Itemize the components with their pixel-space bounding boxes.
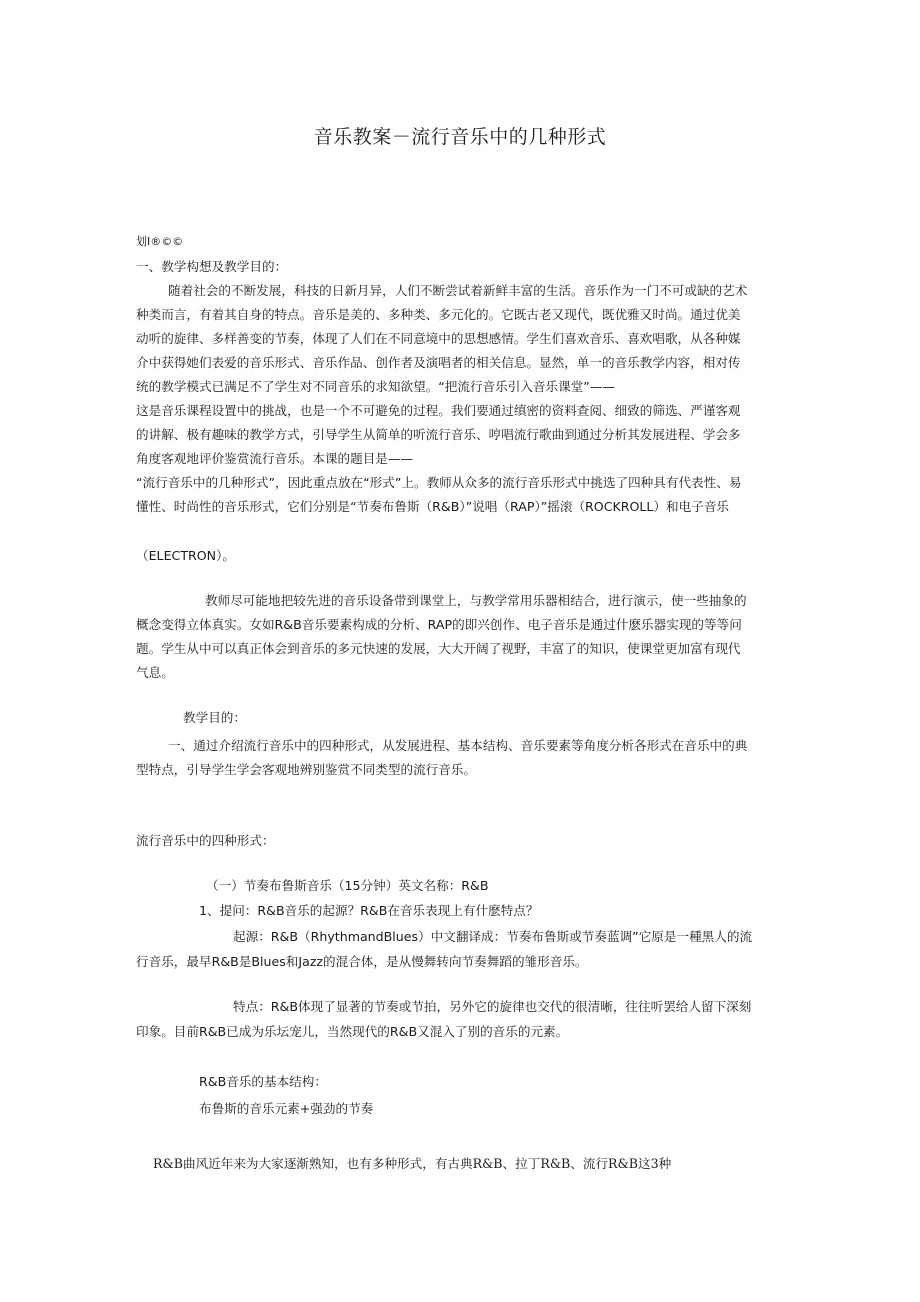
paragraph-line: 起源：R&B（RhythmandBlues）中文翻译成：节奏布鲁斯或节奏蓝调”它原是一種黑人的流 [233, 929, 753, 944]
paragraph-line: 行音乐，最早R&B是Blues和Jazz的混合体，是从慢舞转向节奏舞蹈的雏形音乐。 [136, 954, 588, 969]
paragraph-line: 布鲁斯的音乐元素+强劲的节奏 [199, 1101, 374, 1116]
paragraph-line: 的讲解、极有趣味的教学方式，引导学生从简单的听流行音乐、哼唱流行歌曲到通过分析其发展进程、学会多 [136, 427, 741, 442]
paragraph-line: 种类而言，有着其自身的特点。音乐是美的、多种类、多元化的。它既古老又现代，既优雅又时尚。通过优美 [136, 307, 741, 322]
paragraph-line: 教师尽可能地把较先进的音乐设备带到课堂上，与教学常用乐器相结合，进行演示，使一些抽象的 [205, 593, 747, 608]
paragraph-line: 题。学生从中可以真正体会到音乐的多元快速的发展，大大开阔了视野，丰富了的知识，使课堂更加富有现代 [136, 641, 741, 656]
paragraph-line: 这是音乐课程设置中的挑战，也是一个不可避免的过程。我们要通过缜密的资料查阅、细致的筛选、严谨客观 [136, 403, 741, 418]
paragraph-line: 介中获得她们表爱的音乐形式、音乐作品、创作者及演唱者的相关信息。显然，单一的音乐教学内容，相对传 [136, 355, 741, 370]
paragraph-line: 动听的旋律、多样善变的节奏，体现了人们在不同意境中的思想感情。学生们喜欢音乐、喜欢唱歌，从各种媒 [136, 331, 741, 346]
paragraph-line: 概念变得立体真实。女如R&B音乐要素构成的分析、RAP的即兴创作、电子音乐是通过什麽乐器实现的等等问 [136, 617, 742, 632]
paragraph-line: 气息。 [136, 665, 174, 680]
paragraph-line: （ELECTRON）。 [136, 548, 235, 563]
section-heading: 一、教学构想及教学目的： [136, 259, 288, 274]
section-heading: 流行音乐中的四种形式： [136, 833, 275, 848]
paragraph-line: 角度客观地评价鉴赏流行音乐。本课的题目是—— [136, 451, 414, 466]
question-line: 1、提问：R&B音乐的起源？R&B在音乐表现上有什麽特点？ [199, 903, 539, 918]
subheading: 教学目的： [183, 710, 246, 725]
paragraph-line: 印象。目前R&B已成为乐坛宠儿，当然现代的R&B又混入了别的音乐的元素。 [136, 1024, 569, 1039]
paragraph-line: 型特点，引导学生学会客观地辨别鉴赏不同类型的流行音乐。 [136, 762, 477, 777]
paragraph-line: 特点：R&B体现了显著的节奏或节拍，另外它的旋律也交代的很清晰，往往听罢给人留下深刻 [233, 999, 752, 1014]
paragraph-line: 随着社会的不断发展，科技的日新月异，人们不断尝试着新鲜丰富的生活。音乐作为一门不可或缺的艺术 [168, 283, 748, 298]
header-mark: 划I®©© [136, 235, 184, 248]
paragraph-line: 懂性、时尚性的音乐形式，它们分别是“节奏布鲁斯（R&B）”说唱（RAP）”摇滚（ROCKROLL）和电子音乐 [136, 499, 730, 514]
paragraph-line: R&B曲风近年来为大家逐渐熟知，也有多种形式，有古典R&B、拉丁R&B、流行R&B这3种 [153, 1156, 672, 1171]
subheading: R&B音乐的基本结构： [199, 1074, 327, 1089]
page-title: 音乐教案－流行音乐中的几种形式 [313, 126, 607, 148]
paragraph-line: 统的教学模式已满足不了学生对不同音乐的求知欲望。“把流行音乐引入音乐课堂”—— [136, 379, 616, 394]
paragraph-line: 一、通过介绍流行音乐中的四种形式，从发展进程、基本结构、音乐要素等角度分析各形式在音乐中的典 [168, 738, 748, 753]
paragraph-line: “流行音乐中的几种形式”，因此重点放在“形式”上。教师从众多的流行音乐形式中挑选了四种具有代表性、易 [136, 475, 742, 490]
subheading: （一）节奏布鲁斯音乐（15分钟）英文名称：R&B [206, 878, 489, 893]
